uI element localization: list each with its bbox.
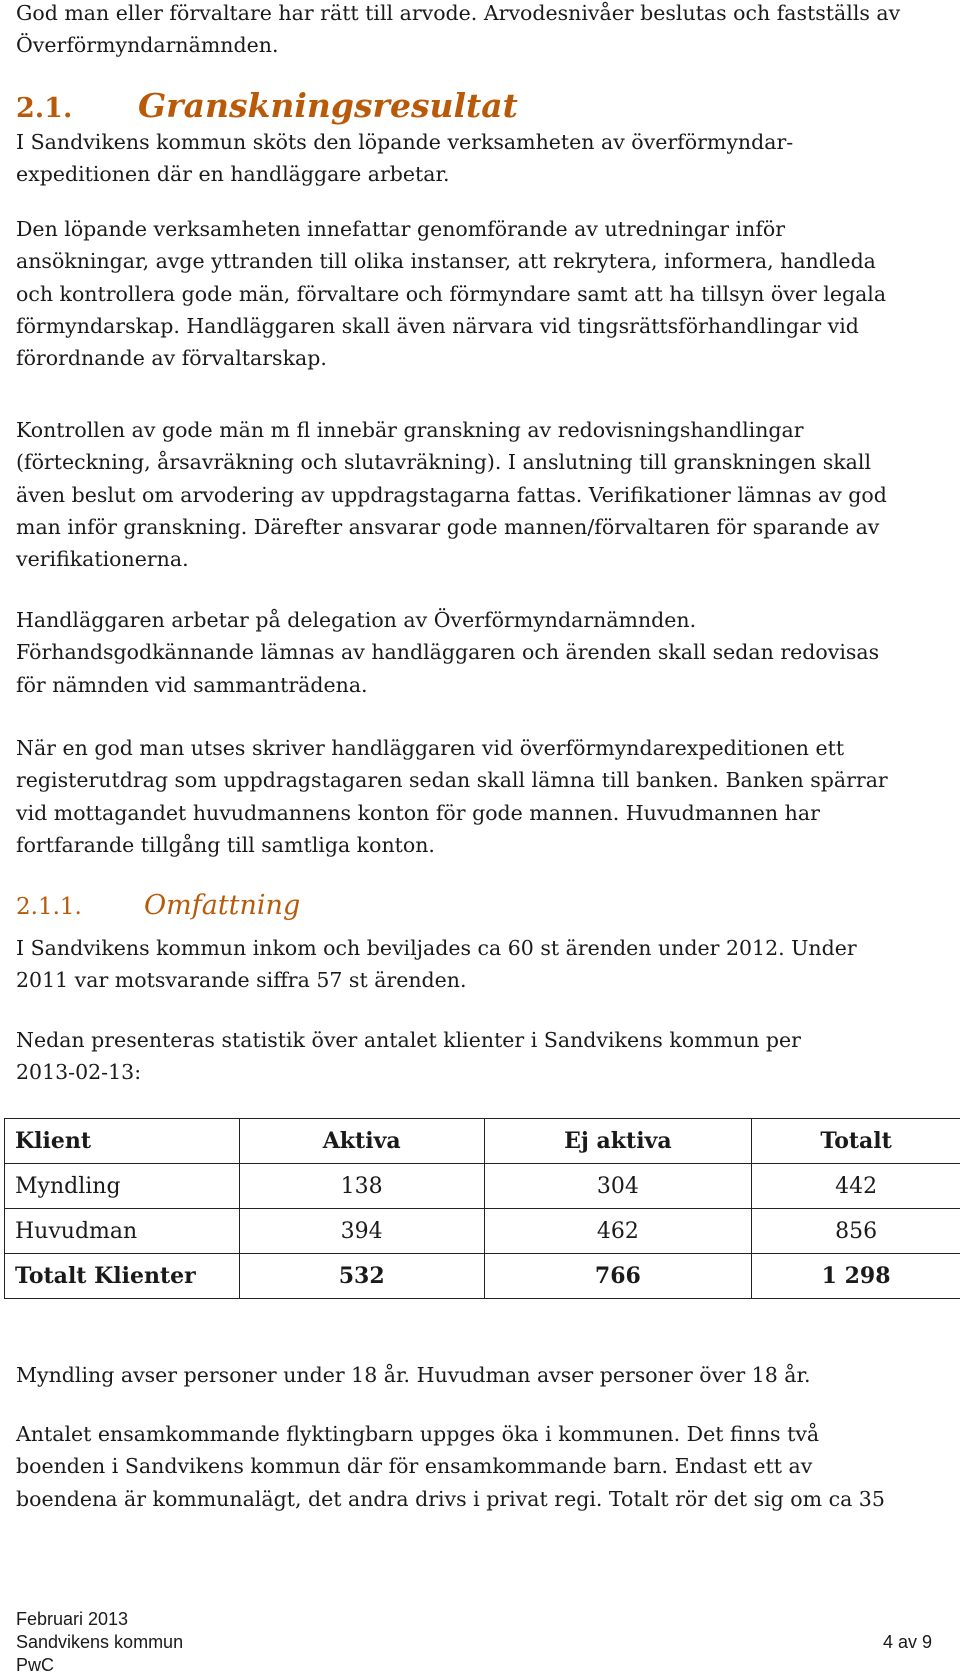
paragraph-responsibilities <box>16 213 886 374</box>
table-cell: 766 <box>484 1254 752 1299</box>
footer-date: Februari 2013 <box>16 1608 938 1631</box>
paragraph-definitions <box>16 1359 811 1391</box>
text-line: Antalet ensamkommande flyktingbarn uppges öka i kommunen. Det finns två <box>16 1418 885 1450</box>
text-line: förmyndarskap. Handläggaren skall även närvara vid tingsrättsförhandlingar vid <box>16 310 886 342</box>
table-cell: 304 <box>484 1164 752 1209</box>
table-row <box>5 1164 960 1209</box>
text-line: 2011 var motsvarande siffra 57 st ärenden. <box>16 964 857 996</box>
paragraph-control <box>16 414 887 575</box>
footer-firm: PwC <box>16 1654 938 1677</box>
column-header: Aktiva <box>239 1119 484 1164</box>
paragraph-organisation <box>16 126 793 191</box>
column-header: Totalt <box>752 1119 960 1164</box>
subsection-title: Omfattning <box>144 890 300 921</box>
text-line: fortfarande tillgång till samtliga konton. <box>16 829 888 861</box>
text-line: man inför granskning. Därefter ansvarar gode mannen/förvaltaren för sparande av <box>16 511 887 543</box>
text-line: för nämnden vid sammanträdena. <box>16 669 879 701</box>
client-statistics-table <box>4 1118 960 1299</box>
text-line: även beslut om arvodering av uppdragstagarna fattas. Verifikationer lämnas av god <box>16 479 887 511</box>
text-line: ansökningar, avge yttranden till olika instanser, att rekrytera, informera, handleda <box>16 245 886 277</box>
text-line: Förhandsgodkännande lämnas av handläggaren och ärenden skall sedan redovisas <box>16 636 879 668</box>
text-line: boenden i Sandvikens kommun där för ensamkommande barn. Endast ett av <box>16 1450 885 1482</box>
section-number: 2.1. <box>16 93 138 124</box>
subsection-heading <box>16 890 300 921</box>
table-cell: Myndling <box>5 1164 240 1209</box>
text-line: När en god man utses skriver handläggaren vid överförmyndarexpeditionen ett <box>16 732 888 764</box>
text-line: Handläggaren arbetar på delegation av Överförmyndarnämnden. <box>16 604 879 636</box>
section-heading <box>16 86 518 125</box>
text-line: vid mottagandet huvudmannens konton för gode mannen. Huvudmannen har <box>16 797 888 829</box>
table-row <box>5 1209 960 1254</box>
text-line: boendena är kommunalägt, det andra drivs i privat regi. Totalt rör det sig om ca 35 <box>16 1483 885 1515</box>
paragraph-volume <box>16 932 857 997</box>
text-line: I Sandvikens kommun inkom och beviljades ca 60 st ärenden under 2012. Under <box>16 932 857 964</box>
column-header: Ej aktiva <box>484 1119 752 1164</box>
text-line: 2013-02-13: <box>16 1056 801 1088</box>
text-line: verifikationerna. <box>16 543 887 575</box>
text-line: (förteckning, årsavräkning och slutavräkning). I anslutning till granskningen skall <box>16 446 887 478</box>
paragraph-registry <box>16 732 888 861</box>
paragraph-refugee-children <box>16 1418 885 1515</box>
table-cell: 138 <box>239 1164 484 1209</box>
text-line: registerutdrag som uppdragstagaren sedan skall lämna till banken. Banken spärrar <box>16 764 888 796</box>
text-line: Kontrollen av gode män m fl innebär granskning av redovisningshandlingar <box>16 414 887 446</box>
text-line: Nedan presenteras statistik över antalet klienter i Sandvikens kommun per <box>16 1024 801 1056</box>
paragraph-intro <box>16 0 900 62</box>
footer-organisation: Sandvikens kommun <box>16 1631 938 1654</box>
paragraph-statistics-intro <box>16 1024 801 1089</box>
text-line: Myndling avser personer under 18 år. Huvudman avser personer över 18 år. <box>16 1359 811 1391</box>
subsection-number: 2.1.1. <box>16 894 144 920</box>
table-total-row <box>5 1254 960 1299</box>
table-cell: 856 <box>752 1209 960 1254</box>
column-header: Klient <box>5 1119 240 1164</box>
text-line: I Sandvikens kommun sköts den löpande verksamheten av överförmyndar- <box>16 126 793 158</box>
paragraph-delegation <box>16 604 879 701</box>
table-cell: 394 <box>239 1209 484 1254</box>
text-line: förordnande av förvaltarskap. <box>16 342 886 374</box>
table-cell: 462 <box>484 1209 752 1254</box>
table-cell: 1 298 <box>752 1254 960 1299</box>
table-cell: Huvudman <box>5 1209 240 1254</box>
page-footer <box>16 1608 938 1677</box>
text-line: Överförmyndarnämnden. <box>16 29 900 61</box>
page-number: 4 av 9 <box>883 1631 932 1654</box>
table-header-row <box>5 1119 960 1164</box>
text-line: Den löpande verksamheten innefattar genomförande av utredningar inför <box>16 213 886 245</box>
table-cell: 532 <box>239 1254 484 1299</box>
section-title: Granskningsresultat <box>138 86 518 125</box>
table-cell: 442 <box>752 1164 960 1209</box>
text-line: och kontrollera gode män, förvaltare och förmyndare samt att ha tillsyn över legala <box>16 278 886 310</box>
table-cell: Totalt Klienter <box>5 1254 240 1299</box>
text-line: expeditionen där en handläggare arbetar. <box>16 158 793 190</box>
text-line: God man eller förvaltare har rätt till arvode. Arvodesnivåer beslutas och fastställs av <box>16 0 900 29</box>
